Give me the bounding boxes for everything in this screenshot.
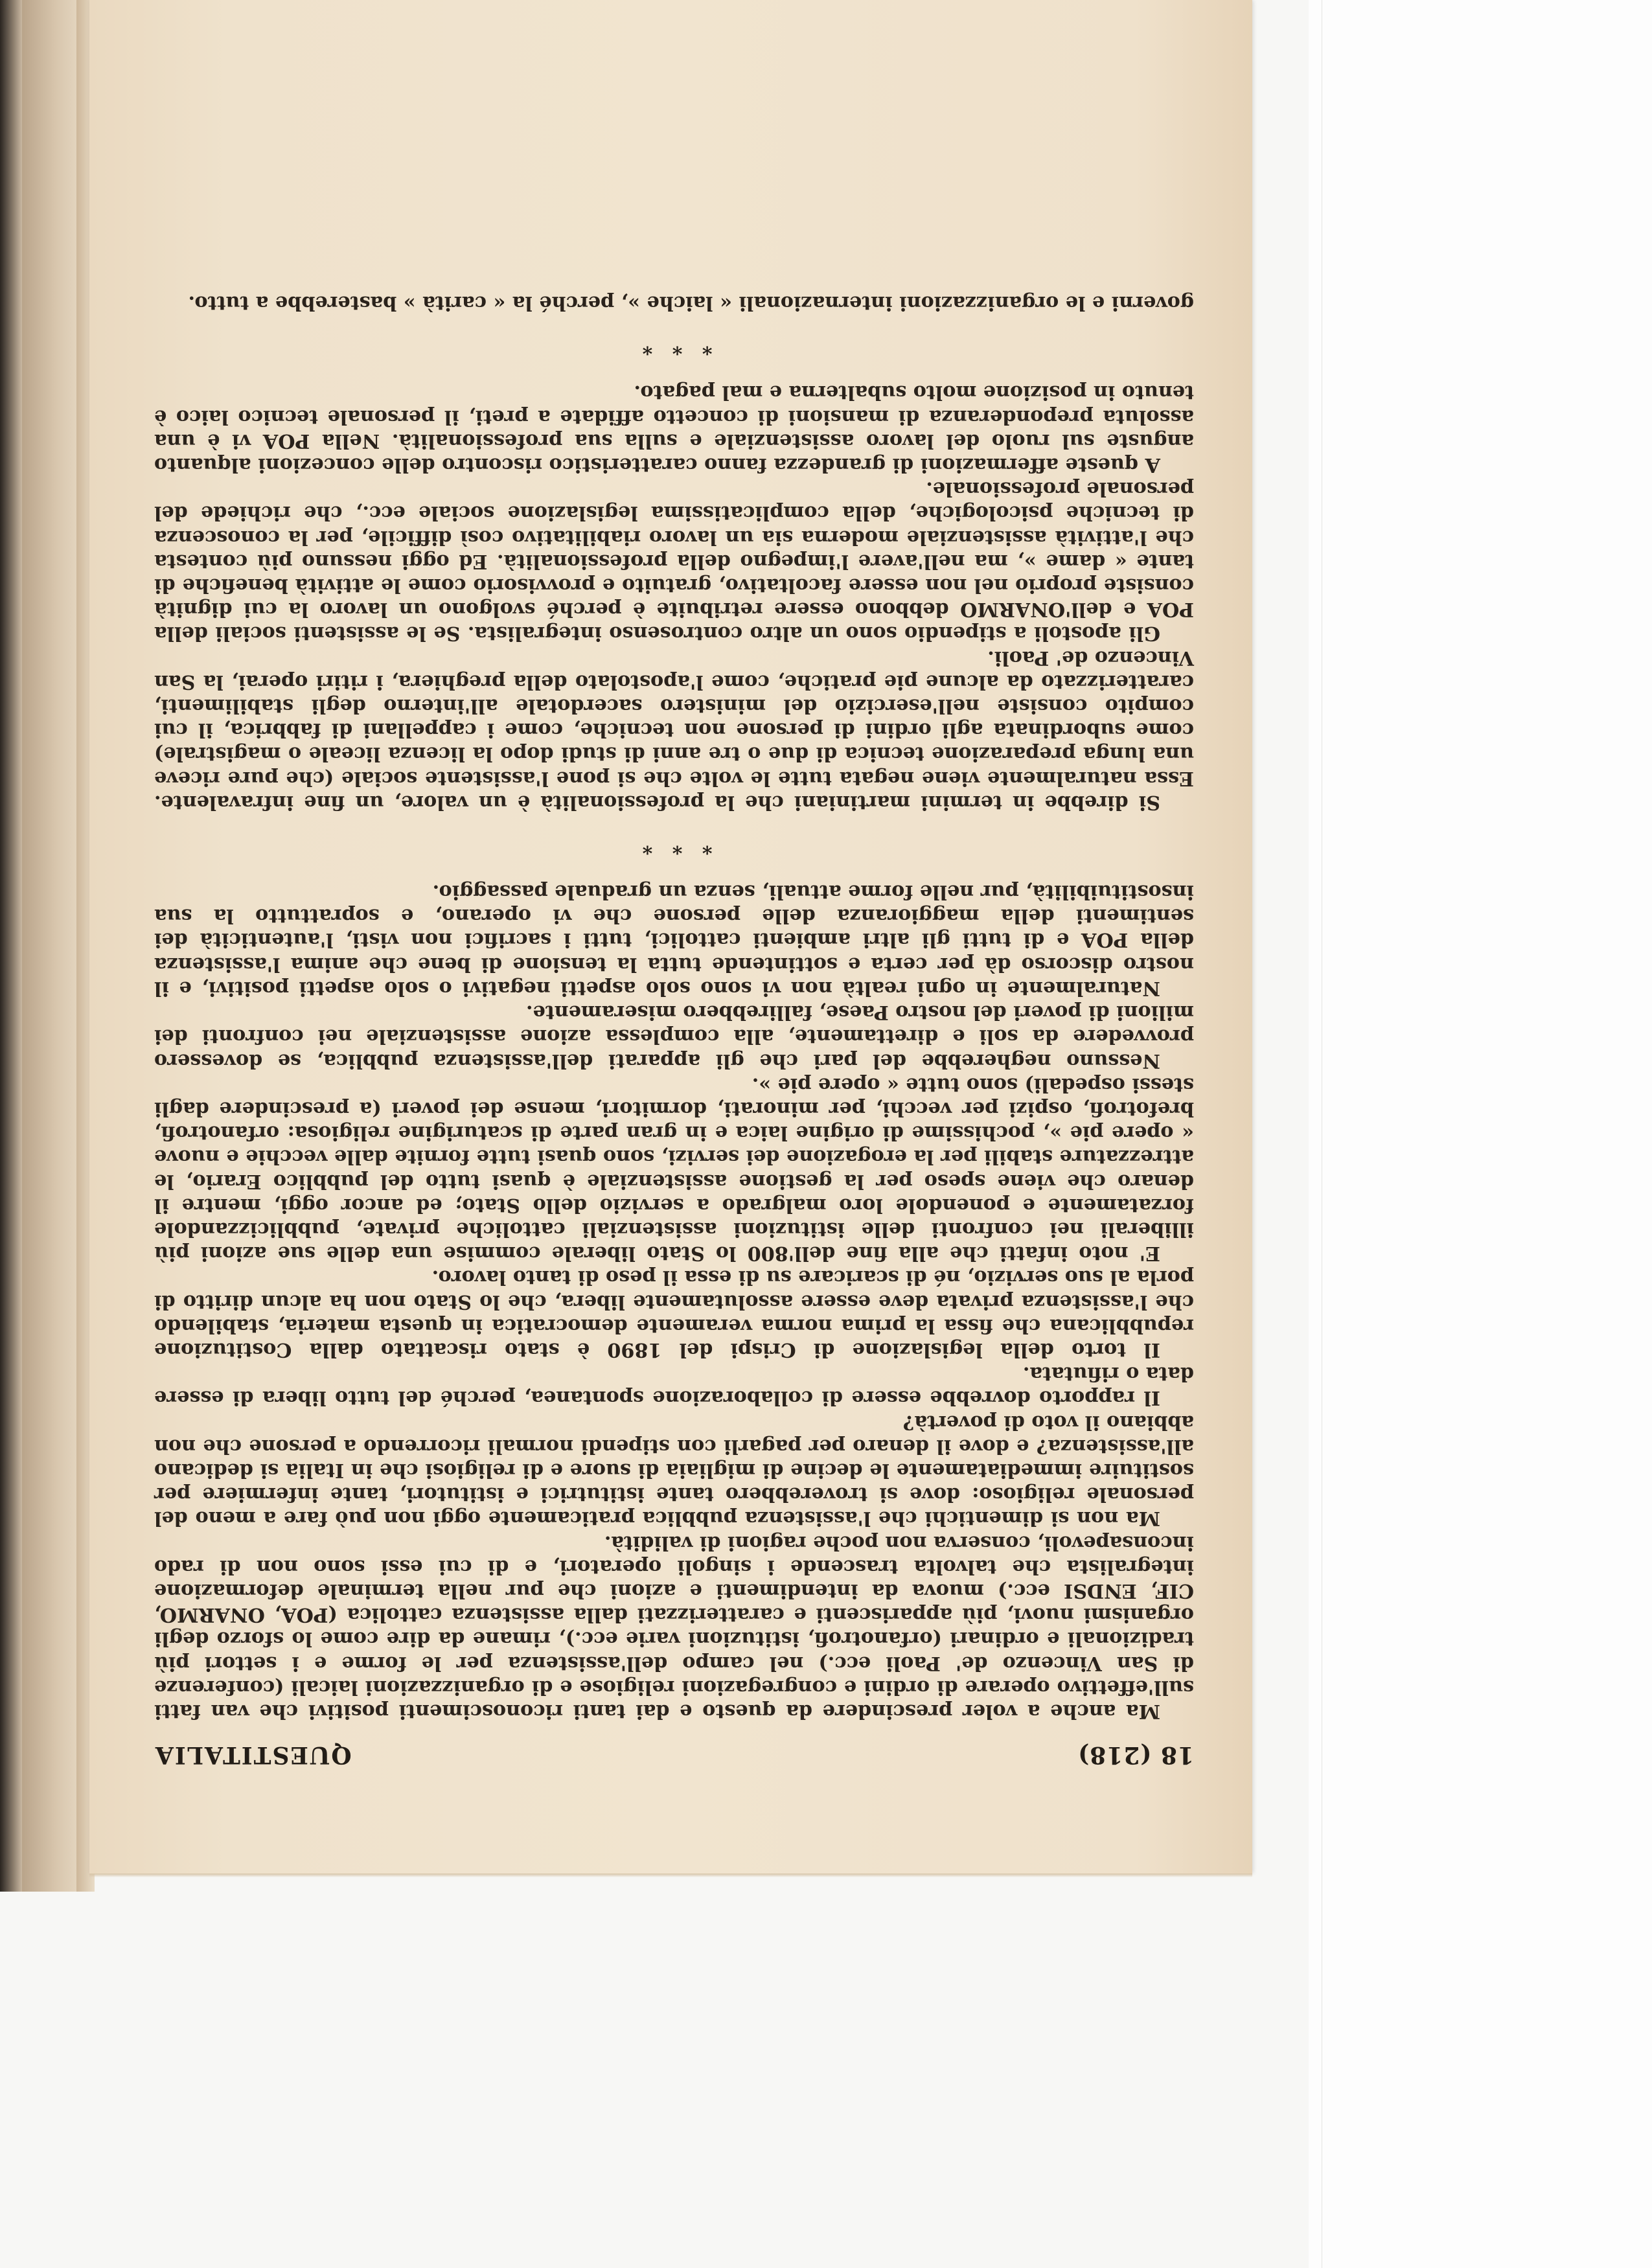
paragraph: A queste affermazioni di grandezza fanno caratteristico riscontro delle concezioni alquanto anguste sul ruolo del lavoro assistenziale e sulla sua professionalità. Nella POA vi è una assoluta preponderanza di mansioni di concetto affidate a preti, il personale tecnico laico è tenuto in posizione molto subalterna e mal pagato.: [154, 381, 1194, 477]
paragraph: Nessuno negherebbe del pari che gli apparati dell'assistenza pubblica, se dovessero provvedere da soli e direttamente, alla complessa azione assistenziale nei confronti dei milioni di poveri del nostro Paese, fallirebbero miseramente.: [154, 1001, 1194, 1072]
page-number: 18 (218): [1077, 1741, 1194, 1769]
paragraph: Il torto della legislazione di Crispi del 1890 è stato riscattato dalla Costituzione repubblicana che fissa la prima norma veramente democratica in questa materia, stabilendo che l'assistenza privata deve essere assolutamente libera, che lo Stato non ha alcun diritto di porla al suo servizio, né di scaricare su di essa il peso di tanto lavoro.: [154, 1266, 1194, 1361]
page-content-rotated: [154, 91, 1194, 1769]
paragraph: Ma non si dimentichi che l'assistenza pubblica praticamente oggi non può fare a meno del personale religioso: dove si troverebbero tante istitutrici e istitutori, tante infermiere per sostituire immediatamente le decine di migliaia di suore e di religiosi che in Italia si dedicano all'assistenza? e dove il denaro per pagarli con stipendi normali ricorrendo a persone che non abbiano il voto di povertà?: [154, 1410, 1194, 1530]
paragraph-continued: governi e le organizzazioni internazionali « laiche », perché la « carità » basterebbe a tutto.: [188, 292, 1194, 315]
paragraph: Naturalmente in ogni realtà non vi sono solo aspetti negativi o solo aspetti positivi, e il nostro discorso dà per certa e sottintende tutta la tensione di bene che anima l'assistenza della POA e di tutti gli altri ambienti cattolici, tutti i sacrifici non visti, l'autenticità dei sentimenti della maggioranza delle persone che vi operano, e soprattutto la sua insostituibilità, pur nelle forme attuali, senza un graduale passaggio.: [154, 880, 1194, 1000]
paragraph: Gli apostoli a stipendio sono un altro controsenso integralista. Se le assistenti sociali della POA e dell'ONARMO debbono essere retribuite è perché svolgono un lavoro la cui dignità consiste proprio nel non essere facoltativo, gratuito e provvisorio come le attività benefiche di tante « dame », ma nell'avere l'impegno della professionalità. Ed oggi nessuno più contesta che l'attività assistenziale moderna sia un lavoro riabilitativo così difficile, per la conoscenza di tecniche psicologiche, della complicatissima legislazione sociale ecc., che richiede del personale professionale.: [154, 477, 1194, 645]
scanner-bed-margin: [1309, 0, 1652, 2268]
section-separator: * * *: [636, 336, 713, 359]
paragraph: Il rapporto dovrebbe essere di collaborazione spontanea, perché del tutto libera di essere data o rifiutata.: [154, 1362, 1194, 1410]
printed-page: [89, 0, 1252, 1873]
section-separator: * * *: [636, 834, 713, 858]
running-head: [154, 1741, 1194, 1769]
journal-title: QUESTITALIA: [154, 1741, 352, 1769]
book-binding-edge: [0, 0, 22, 1892]
facing-page-edge: [22, 0, 84, 1892]
page-shadow: [89, 1873, 1252, 1877]
paragraph: Ma anche a voler prescindere da questo e dai tanti riconoscimenti positivi che van fatti sull'effettivo operare di ordini e congregazioni religiose e di organizzazioni laicali (conferenze di San Vincenzo de' Paoli ecc.) nel campo dell'assistenza per le forme e i settori più tradizionali e ordinari (orfanotrofi, istituzioni varie ecc.), rimane da dire come lo sforzo degli organismi nuovi, più appariscenti e caratterizzati dalla assistenza cattolica (POA, ONARMO, CIF, ENDSI ecc.) muova da intendimenti e azioni che pur nella terminale deformazione integralista che talvolta trascende i singoli operatori, e di cui essi sono non di rado inconsapevoli, conserva non poche ragioni di validità.: [154, 1531, 1194, 1723]
paragraph: Si direbbe in termini martiniani che la professionalità è un valore, un fine infravalente. Essa naturalmente viene negata tutte le volte che si pone l'assistente sociale (che pure riceve una lunga preparazione tecnica di due o tre anni di studi dopo la licenza liceale o magistrale) come subordinata agli ordini di persone non tecniche, come i cappellani di fabbrica, il cui compito consiste nell'esercizio del ministero sacerdotale all'interno degli stabilimenti, caratterizzato da alcune pie pratiche, come l'apostolato della preghiera, i ritiri operai, la San Vincenzo de' Paoli.: [154, 646, 1194, 814]
paragraph: E' noto infatti che alla fine dell'800 lo Stato liberale commise una delle sue azioni più illiberali nei confronti delle istituzioni assistenziali cattoliche private, pubblicizzandole forzatamente e ponendole loro malgrado a servizio dello Stato; ed ancor oggi, mentre il denaro che viene speso per la gestione assistenziale è quasi tutto del pubblico Erario, le attrezzature stabili per la erogazione dei servizi, sono quasi tutte fornite dalle vecchie e nuove « opere pie », pochissime di origine laica e in gran parte di scaturigine religiosa: orfanotrofi, brefotrofi, ospizi per vecchi, per minorati, dormitori, mense dei poveri (a prescindere dagli stessi ospedali) sono tutte « opere pie ».: [154, 1073, 1194, 1265]
